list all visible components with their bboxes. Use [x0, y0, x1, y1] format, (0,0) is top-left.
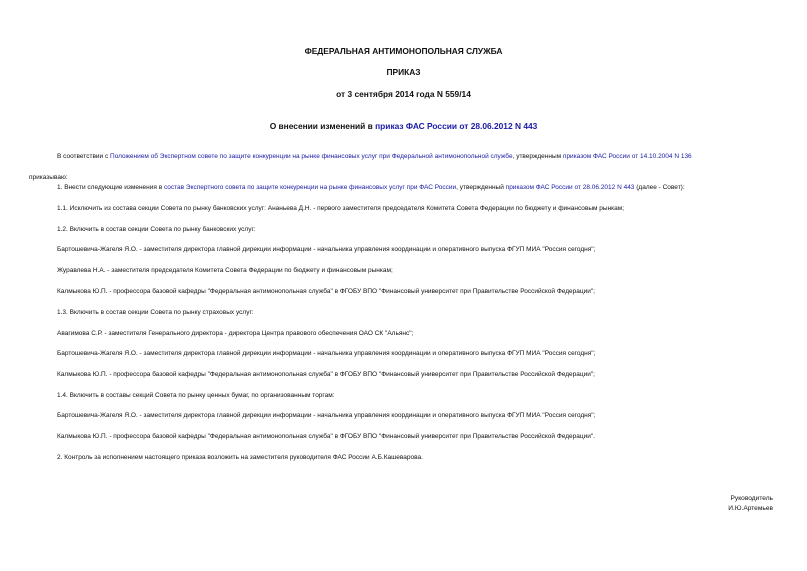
- paragraph-2: 2. Контроль за исполнением настоящего приказа возложить на заместителя руководителя ФАС России А.Б.Кашеварова.: [57, 454, 423, 461]
- document-type: ПРИКАЗ: [386, 67, 421, 77]
- paragraph-1-3: 1.3. Включить в состав секции Совета по рынку страховых услуг:: [57, 309, 254, 316]
- document-title: [0, 121, 807, 131]
- paragraph-1-1: 1.1. Исключить из состава секции Совета по рынку банковских услуг: Ананьева Д.Н. - первого заместителя председателя Комитета Совета Федерации по бюджету и финансовым рынкам;: [57, 205, 625, 212]
- signature-name: И.Ю.Артемьев: [728, 505, 773, 512]
- paragraph-member: Калмыкова Ю.П. - профессора базовой кафедры "Федеральная антимонопольная служба" в ФГОБУ ВПО "Финансовый университет при Правительстве Российской Федерации";: [57, 288, 595, 295]
- paragraph-member: Журавлева Н.А. - заместителя председателя Комитета Совета Федерации по бюджету и финансовым рынкам;: [57, 267, 393, 274]
- preamble-text: , утвержденным: [512, 153, 563, 160]
- document-title-link[interactable]: приказ ФАС России от 28.06.2012 N 443: [375, 121, 538, 131]
- item-1-text: (далее - Совет):: [634, 184, 685, 191]
- preamble: [57, 153, 692, 161]
- signature-position: Руководитель: [730, 495, 773, 502]
- order-136-link[interactable]: приказом ФАС России от 14.10.2004 N 136: [562, 153, 692, 160]
- agency-name: ФЕДЕРАЛЬНАЯ АНТИМОНОПОЛЬНАЯ СЛУЖБА: [304, 46, 503, 56]
- regulation-link[interactable]: Положением об Экспертном совете по защите конкуренции на рынке финансовых услуг при Федеральной антимонопольной службе: [110, 153, 513, 160]
- paragraph-member: Бартошевича-Жагеля Я.О. - заместителя директора главной дирекции информации - начальника управления координации и оперативного выпуска ФГУП МИА "Россия сегодня";: [57, 350, 596, 357]
- order-word: приказываю:: [29, 174, 68, 181]
- preamble-text: В соответствии с: [57, 153, 111, 160]
- item-1-text: , утвержденный: [456, 184, 506, 191]
- paragraph-1-4: 1.4. Включить в составы секций Совета по рынку ценных бумаг, по организованным торгам:: [57, 392, 335, 399]
- document-title-text: О внесении изменений в: [269, 121, 376, 131]
- order-443-link[interactable]: приказом ФАС России от 28.06.2012 N 443: [505, 184, 635, 191]
- paragraph-member: Авагимова С.Р. - заместителя Генерального директора - директора Центра правового обеспечения ОАО СК "Альянс";: [57, 330, 414, 337]
- paragraph-1-2: 1.2. Включить в состав секции Совета по рынку банковских услуг:: [57, 226, 256, 233]
- item-1: [57, 184, 685, 192]
- paragraph-member: Бартошевича-Жагеля Я.О. - заместителя директора главной дирекции информации - начальника управления координации и оперативного выпуска ФГУП МИА "Россия сегодня";: [57, 412, 596, 419]
- paragraph-member: Калмыкова Ю.П. - профессора базовой кафедры "Федеральная антимонопольная служба" в ФГОБУ ВПО "Финансовый университет при Правительстве Российской Федерации".: [57, 433, 595, 440]
- paragraph-member: Бартошевича-Жагеля Я.О. - заместителя директора главной дирекции информации - начальника управления координации и оперативного выпуска ФГУП МИА "Россия сегодня";: [57, 246, 596, 253]
- document-date-number: от 3 сентября 2014 года N 559/14: [336, 89, 471, 99]
- item-1-text: 1. Внести следующие изменения в: [57, 184, 164, 191]
- paragraph-member: Калмыкова Ю.П. - профессора базовой кафедры "Федеральная антимонопольная служба" в ФГОБУ ВПО "Финансовый университет при Правительстве Российской Федерации";: [57, 371, 595, 378]
- council-composition-link[interactable]: состав Экспертного совета по защите конкуренции на рынке финансовых услуг при ФАС России: [163, 184, 457, 191]
